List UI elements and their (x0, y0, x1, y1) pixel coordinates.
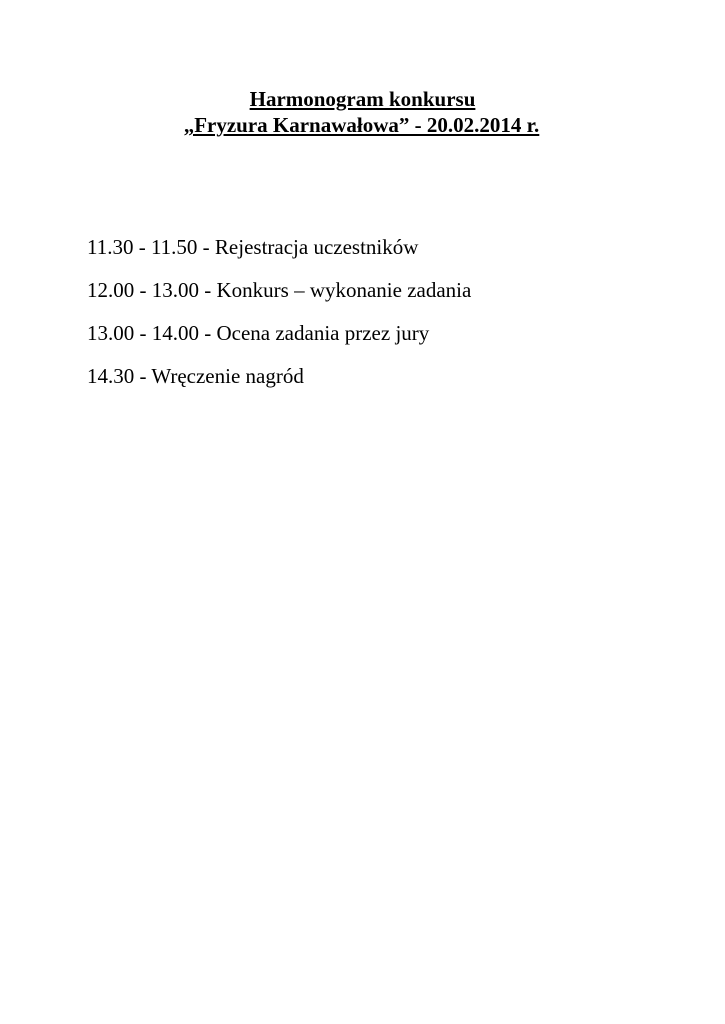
schedule-item-competition: 12.00 - 13.00 - Konkurs – wykonanie zadania (87, 278, 472, 302)
title-line-2: „Fryzura Karnawałowa” - 20.02.2014 r. (183, 113, 540, 137)
schedule-item-awards: 14.30 - Wręczenie nagród (87, 364, 304, 388)
schedule-item-jury-evaluation: 13.00 - 14.00 - Ocena zadania przez jury (87, 321, 430, 345)
schedule-item-registration: 11.30 - 11.50 - Rejestracja uczestników (87, 235, 419, 259)
schedule-list (87, 226, 471, 398)
title-line-1: Harmonogram konkursu (249, 87, 476, 111)
document-title (0, 86, 725, 138)
